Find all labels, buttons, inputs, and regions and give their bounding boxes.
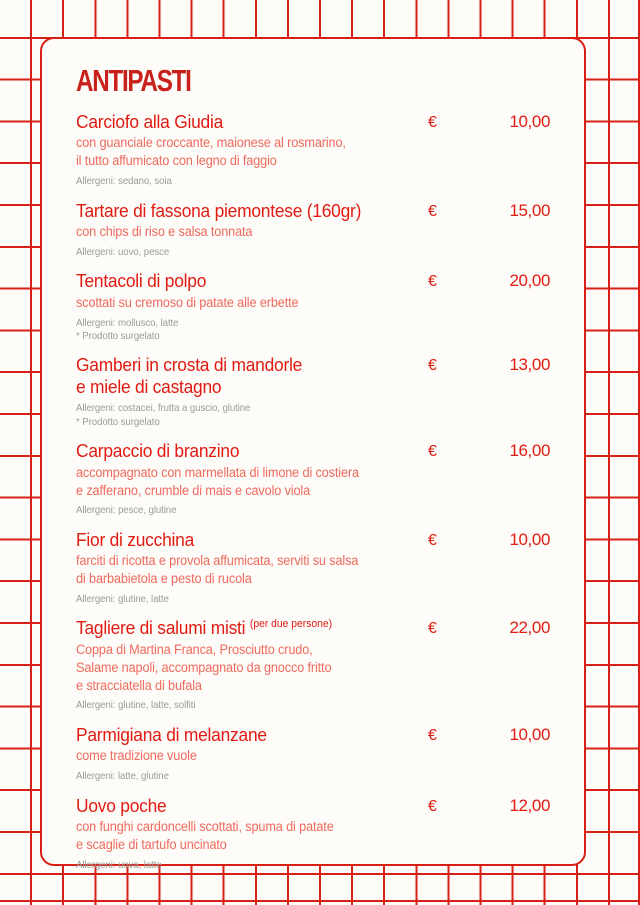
menu-item-price	[428, 354, 550, 375]
dish-name-text: Carciofo alla Giudia	[76, 111, 224, 132]
dish-description-line: come tradizione vuole	[76, 748, 197, 764]
menu-item-details	[76, 529, 428, 607]
allergen-line: * Prodotto surgelato	[76, 331, 160, 343]
menu-item-price	[428, 529, 550, 550]
price-amount: 10,00	[509, 529, 550, 549]
dish-name	[76, 529, 399, 550]
dish-description-line: il tutto affumicato con legno di faggio	[76, 153, 277, 169]
allergen-info	[76, 175, 403, 188]
dish-description-line: Coppa di Martina Franca, Prosciutto crudo,	[76, 641, 313, 657]
menu-item-details	[76, 200, 428, 260]
dish-name-text: Tentacoli di polpo	[76, 270, 207, 292]
menu-item	[76, 795, 550, 873]
menu-item-price	[428, 617, 550, 638]
dish-description-line: e stracciatella di bufala	[76, 677, 202, 693]
dish-description-line: farciti di ricotta e provola affumicata, serviti su salsa	[76, 553, 359, 569]
dish-description-line: Salame napoli, accompagnato da gnocco fritto	[76, 659, 332, 675]
menu-item-details	[76, 724, 428, 784]
dish-description	[76, 134, 403, 170]
allergen-info	[76, 593, 403, 606]
dish-description-line: e scaglie di tartufo uncinato	[76, 836, 227, 852]
currency-symbol: €	[428, 273, 437, 291]
currency-symbol: €	[428, 620, 437, 638]
allergen-line: Allergeni: sedano, soia	[76, 176, 172, 188]
dish-description-line: di barbabietola e pesto di rucola	[76, 571, 252, 587]
menu-item-price	[428, 795, 550, 816]
dish-description-line: accompagnato con marmellata di limone di costiera	[76, 464, 359, 480]
allergen-line: Allergeni: costacei, frutta a guscio, glutine	[76, 403, 251, 415]
price-amount: 22,00	[509, 618, 550, 638]
price-amount: 10,00	[509, 724, 550, 744]
dish-name	[76, 440, 399, 461]
currency-symbol: €	[428, 443, 437, 461]
allergen-line: Allergeni: glutine, latte, solfiti	[76, 700, 196, 712]
menu-item-price	[428, 111, 550, 132]
menu-item-details	[76, 354, 428, 429]
allergen-info	[76, 504, 403, 517]
dish-name-text: Parmigiana di melanzane	[76, 723, 267, 745]
allergen-line: Allergeni: uova, latte	[76, 859, 162, 871]
menu-item	[76, 270, 550, 343]
dish-description-line: scottati su cremoso di patate alle erbette	[76, 294, 299, 310]
menu-card	[40, 37, 586, 871]
menu-items-list	[76, 111, 550, 872]
menu-item	[76, 724, 550, 784]
allergen-line: * Prodotto surgelato	[76, 416, 160, 428]
dish-description	[76, 641, 403, 694]
menu-item-details	[76, 111, 428, 189]
allergen-line: Allergeni: latte, glutine	[76, 771, 169, 783]
dish-description	[76, 223, 403, 241]
allergen-line: Allergeni: uovo, pesce	[76, 246, 170, 258]
menu-item-price	[428, 440, 550, 461]
dish-name	[76, 795, 399, 816]
price-amount: 10,00	[509, 112, 550, 131]
allergen-info	[76, 402, 403, 429]
dish-name-text: Tartare di fassona piemontese (160gr)	[76, 199, 362, 221]
allergen-line: Allergeni: mollusco, latte	[76, 317, 179, 329]
currency-symbol: €	[428, 114, 437, 131]
dish-description-line: con guanciale croccante, maionese al rosmarino,	[76, 135, 346, 151]
price-amount: 12,00	[509, 795, 550, 815]
dish-description-line: e zafferano, crumble di mais e cavolo viola	[76, 482, 311, 498]
dish-name	[76, 270, 399, 291]
currency-symbol: €	[428, 797, 437, 815]
dish-description	[76, 747, 403, 765]
menu-item-details	[76, 795, 428, 873]
dish-name	[76, 111, 399, 132]
menu-item	[76, 111, 550, 189]
allergen-line: Allergeni: pesce, glutine	[76, 505, 177, 517]
price-amount: 15,00	[509, 200, 550, 220]
allergen-info	[76, 317, 403, 344]
dish-name-text: Gamberi in crosta di mandorle	[76, 354, 303, 376]
dish-name-line2: e miele di castagno	[76, 375, 222, 397]
menu-item-price	[428, 724, 550, 745]
dish-name	[76, 617, 399, 638]
dish-name	[76, 354, 399, 397]
dish-name-text: Fior di zucchina	[76, 528, 195, 550]
dish-name	[76, 724, 399, 745]
dish-name	[76, 200, 399, 221]
currency-symbol: €	[428, 357, 437, 375]
allergen-info	[76, 246, 403, 259]
dish-description	[76, 294, 403, 312]
price-amount: 13,00	[509, 355, 550, 375]
section-title: ANTIPASTI	[76, 63, 191, 98]
currency-symbol: €	[428, 726, 437, 744]
price-amount: 16,00	[509, 441, 550, 461]
dish-name-text: Uovo poche	[76, 794, 167, 816]
allergen-info	[76, 859, 403, 872]
menu-item	[76, 200, 550, 260]
menu-item	[76, 440, 550, 518]
dish-name-text: Carpaccio di branzino	[76, 440, 240, 462]
menu-item-price	[428, 270, 550, 291]
allergen-info	[76, 770, 403, 783]
menu-item	[76, 529, 550, 607]
dish-description-line: con chips di riso e salsa tonnata	[76, 224, 253, 240]
menu-item	[76, 617, 550, 712]
menu-item-details	[76, 270, 428, 343]
dish-name-note: (per due persone)	[249, 618, 333, 631]
dish-name-text: Tagliere di salumi misti	[76, 617, 246, 639]
currency-symbol: €	[428, 202, 437, 220]
allergen-info	[76, 699, 403, 712]
dish-description	[76, 552, 403, 588]
allergen-line: Allergeni: glutine, latte	[76, 593, 169, 605]
menu-item-details	[76, 440, 428, 518]
currency-symbol: €	[428, 531, 437, 549]
price-amount: 20,00	[509, 271, 550, 291]
menu-item-details	[76, 617, 428, 712]
dish-description	[76, 818, 403, 854]
dish-description	[76, 464, 403, 500]
menu-item-price	[428, 200, 550, 221]
menu-item	[76, 354, 550, 429]
dish-description-line: con funghi cardoncelli scottati, spuma di patate	[76, 819, 334, 834]
